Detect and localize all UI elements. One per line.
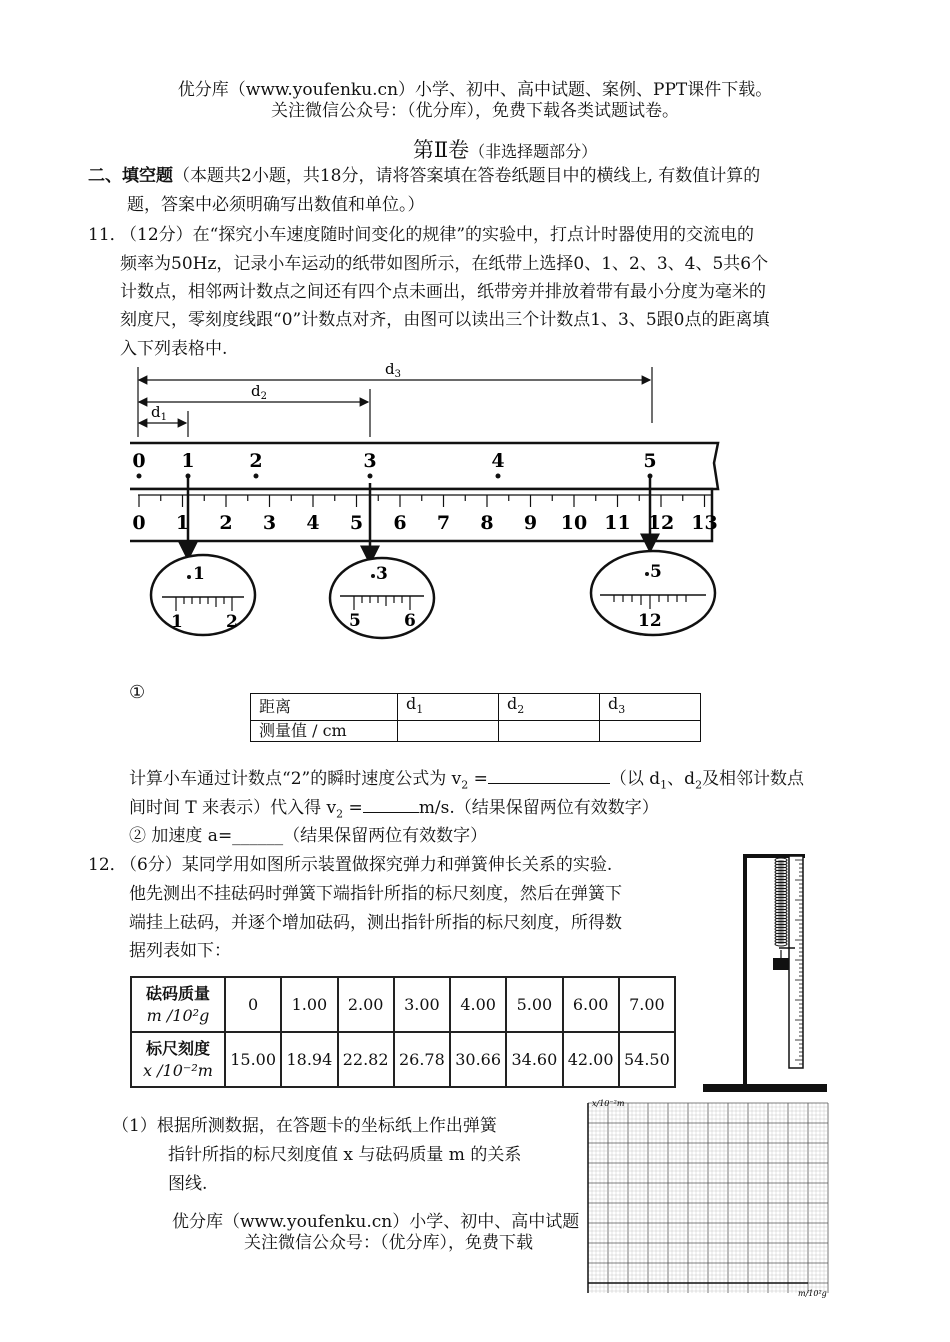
tape-point-label: 4 xyxy=(491,450,505,472)
svg-text:1: 1 xyxy=(171,612,183,632)
table-header-cell: 标尺刻度 x /10⁻²m xyxy=(131,1032,225,1087)
stand-post xyxy=(743,854,747,1084)
table-cell: 4.00 xyxy=(450,977,506,1032)
velocity-value-line: 间时间 T 来表示）代入得 $v_2 = m/s$.（结果保留两位有效数字） xyxy=(129,794,659,828)
tape-point-label: 5 xyxy=(643,450,657,472)
answer-cell-d2[interactable] xyxy=(499,721,600,742)
weight xyxy=(773,958,789,970)
section-title-sub: （非选择题部分） xyxy=(469,142,598,161)
part2-desc-1: （本题共2小题，共18分，请将答案填在答卷纸题目中的横线上, 有数值计算的 xyxy=(173,166,761,186)
table-row xyxy=(251,721,701,742)
q12-line: （6分）某同学用如图所示装置做探究弹力和弹簧伸长关系的实验. xyxy=(120,855,613,875)
tape-dot xyxy=(496,474,501,479)
zoom-point-3 xyxy=(330,558,434,638)
q11-line: （12分）在“探究小车速度随时间变化的规律”的实验中，打点计时器使用的交流电的 xyxy=(120,225,755,245)
table-header-cell: 砝码质量 m /10²g xyxy=(131,977,225,1032)
ruler-number: 9 xyxy=(523,512,538,534)
ruler-number: 0 xyxy=(132,512,146,534)
ruler-number: 12 xyxy=(647,512,675,534)
table-row xyxy=(131,1032,675,1087)
q11-line: 刻度尺，零刻度线跟“0”计数点对齐，由图可以读出三个计数点1、3、5跟0点的距离填 xyxy=(120,310,770,330)
stand-base xyxy=(703,1084,827,1092)
ruler-number: 4 xyxy=(306,512,320,534)
table-cell: 3.00 xyxy=(394,977,450,1032)
ruler-number: 7 xyxy=(436,512,451,534)
distance-table xyxy=(250,693,701,742)
spring-data-table xyxy=(130,976,676,1088)
table-cell: 34.60 xyxy=(506,1032,562,1087)
answer-cell-d3[interactable] xyxy=(600,721,701,742)
ruler-number: 8 xyxy=(480,512,494,534)
q11-line: 频率为50Hz，记录小车运动的纸带如图所示，在纸带上选择0、1、2、3、4、5共6个 xyxy=(120,254,769,274)
circle-one: ① xyxy=(129,682,146,703)
table-cell: 2.00 xyxy=(338,977,394,1032)
ruler-number: 1 xyxy=(175,512,190,534)
ruler-number: 2 xyxy=(219,512,233,534)
answer-cell-d1[interactable] xyxy=(398,721,499,742)
part2-desc-2: 题，答案中必须明确写出数值和单位。） xyxy=(127,195,425,215)
table-cell: 30.66 xyxy=(450,1032,506,1087)
svg-text:12: 12 xyxy=(638,611,662,631)
q11-num: 11． xyxy=(88,225,127,245)
tape-ruler-figure xyxy=(118,355,728,675)
q12-sub1-line: 图线. xyxy=(168,1174,208,1194)
v2-formula-blank[interactable] xyxy=(488,765,610,784)
paper-tape xyxy=(130,443,718,489)
svg-text:1: 1 xyxy=(193,564,205,584)
section-title-main: 第Ⅱ卷 xyxy=(412,138,470,162)
table-cell: 7.00 xyxy=(619,977,675,1032)
tape-dot xyxy=(254,474,259,479)
svg-text:3: 3 xyxy=(376,564,388,584)
tape-dot xyxy=(368,474,373,479)
table-cell: 22.82 xyxy=(338,1032,394,1087)
table-cell: 1.00 xyxy=(281,977,337,1032)
svg-text:2: 2 xyxy=(226,612,238,632)
tape-point-label: 3 xyxy=(363,450,377,472)
zoom-point-1 xyxy=(151,555,255,635)
table-row xyxy=(251,694,701,721)
q11-line: 计数点，相邻两计数点之间还有四个点未画出，纸带旁并排放着带有最小分度为毫米的 xyxy=(120,282,766,302)
q12-sub1-line: （1）根据所测数据，在答题卡的坐标纸上作出弹簧 xyxy=(112,1116,497,1136)
v2-value-blank[interactable] xyxy=(363,794,419,813)
ruler-number: 5 xyxy=(349,512,364,534)
part2-heading-line xyxy=(88,162,760,190)
d1-label: $d_1$ xyxy=(151,403,167,423)
q12-sub1-line: 指针所指的标尺刻度值 x 与砝码质量 m 的关系 xyxy=(168,1145,522,1165)
section-title xyxy=(30,134,950,164)
q11-line: 入下列表格中. xyxy=(120,339,228,359)
svg-text:6: 6 xyxy=(404,611,416,631)
tape-point-label: 2 xyxy=(249,450,263,472)
svg-text:5: 5 xyxy=(349,611,361,631)
grid-lines xyxy=(588,1103,828,1293)
ruler-number: 11 xyxy=(604,512,631,534)
graph-paper[interactable] xyxy=(580,1097,836,1303)
d2-label: $d_2$ xyxy=(251,382,267,402)
table-cell: 54.50 xyxy=(619,1032,675,1087)
velocity-formula-line: 计算小车通过计数点“2”的瞬时速度公式为 $v_2$ = （以 $d_1$、$d_2$及相邻计数点 xyxy=(129,765,804,799)
tape-dot xyxy=(137,474,142,479)
table-cell: 距离 xyxy=(251,694,398,721)
grid-x-label: m/10²g xyxy=(798,1289,827,1298)
table-cell: 18.94 xyxy=(281,1032,337,1087)
tape-point-label: 0 xyxy=(132,450,146,472)
table-cell: 15.00 xyxy=(225,1032,281,1087)
ruler-number: 3 xyxy=(262,512,277,534)
table-cell: 42.00 xyxy=(563,1032,619,1087)
header-line-1: 优分库（www.youfenku.cn）小学、初中、高中试题、案例、PPT课件下载。 xyxy=(177,80,773,100)
table-cell: 0 xyxy=(225,977,281,1032)
spring-apparatus-figure xyxy=(703,850,831,1100)
footer-line-1: 优分库（www.youfenku.cn）小学、初中、高中试题 xyxy=(172,1212,580,1232)
table-cell: $d_2$ xyxy=(499,694,600,721)
ruler-number: 6 xyxy=(393,512,407,534)
d3-label: $d_3$ xyxy=(385,360,401,380)
acceleration-line: ② 加速度 a=______（结果保留两位有效数字） xyxy=(129,826,488,846)
ruler-number: 13 xyxy=(691,512,718,534)
grid-y-label: x/10⁻²m xyxy=(592,1099,625,1108)
table-cell: 测量值 / cm xyxy=(251,721,398,742)
spring xyxy=(775,858,787,946)
part2-heading: 二、填空题 xyxy=(88,166,173,186)
q12-num: 12． xyxy=(88,855,127,875)
table-row xyxy=(131,977,675,1032)
footer-line-2: 关注微信公众号：（优分库），免费下载 xyxy=(244,1233,533,1253)
table-cell: 6.00 xyxy=(563,977,619,1032)
header-line-2: 关注微信公众号：（优分库），免费下载各类试题试卷。 xyxy=(271,101,679,121)
svg-text:5: 5 xyxy=(650,562,662,582)
table-cell: 5.00 xyxy=(506,977,562,1032)
q12-line: 据列表如下： xyxy=(129,941,231,961)
table-cell: 26.78 xyxy=(394,1032,450,1087)
q12-line: 端挂上砝码，并逐个增加砝码，测出指针所指的标尺刻度，所得数 xyxy=(129,913,622,933)
table-cell: $d_3$ xyxy=(600,694,701,721)
ruler-number: 10 xyxy=(560,512,588,534)
zoom-point-5 xyxy=(591,551,715,635)
tape-point-label: 1 xyxy=(181,450,195,472)
q12-line: 他先测出不挂砝码时弹簧下端指针所指的标尺刻度，然后在弹簧下 xyxy=(129,884,622,904)
table-cell: $d_1$ xyxy=(398,694,499,721)
